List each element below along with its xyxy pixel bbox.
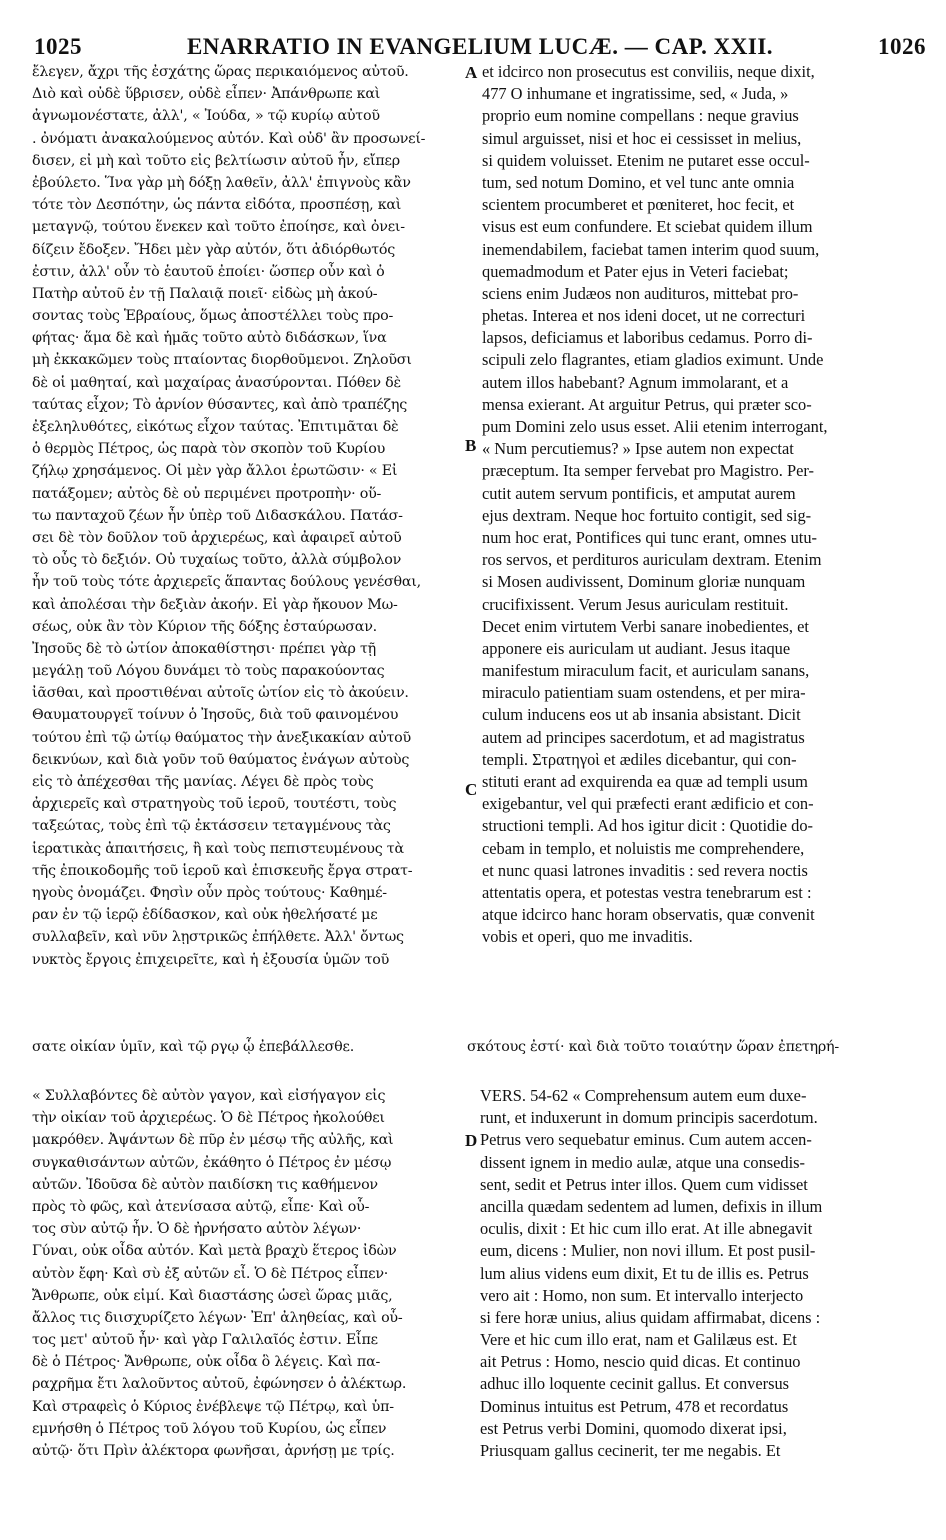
greek-text-line: ζήλῳ χρησάμενος. Οἱ μὲν γὰρ ἄλλοι ἐρωτῶσιν· « Εἰ <box>32 463 398 480</box>
greek-text-line: ἰᾶσθαι, καὶ προστιθέναι αὐτοῖς ὠτίον εἰς τὸ ἀκούειν. <box>32 685 409 702</box>
greek-column <box>32 61 462 971</box>
latin-text-line: apponere eis auriculam ut audiant. Jesus itaque <box>482 638 791 658</box>
latin-text-line: scientem procumberet et pœniteret, hoc fecit, et <box>482 195 795 215</box>
latin-text-line: stituti erant ad exquirenda ea quæ ad templi usum <box>482 772 808 791</box>
greek-text-line: τότε τὸν Δεσπότην, ὡς πάντα εἰδότα, προσπέσῃ, καὶ <box>32 197 402 214</box>
greek-text-line: δίζειν ἔδοξεν. Ἤδει μὲν γὰρ αὐτόν, ὅτι ἀδιόρθωτός <box>32 241 395 258</box>
greek-text-line: συγκαθισάντων αὐτῶν, ἐκάθητο ὁ Πέτρος ἐν μέσῳ <box>32 1154 392 1171</box>
latin-text-line: mensa exierant. At arguitur Petrus, qui præter sco- <box>482 394 812 414</box>
greek-text-line: ἦν τοῦ τοὺς τότε ἀρχιερεῖς ἅπαντας δούλους γενέσθαι, <box>32 574 421 591</box>
greek-text-line: φήτας· ἅμα δὲ καὶ ἡμᾶς τοῦτο αὐτὸ διδάσκων, ἵνα <box>32 330 387 347</box>
latin-text-line: tum, sed notum Domino, et vel tunc ante omnia <box>482 172 795 192</box>
greek-text-line: τος μετ' αὐτοῦ ἦν· καὶ γὰρ Γαλιλαῖός ἐστιν. Εἶπε <box>32 1332 378 1349</box>
latin-text-line: sciens enim Judæos non audituros, mittebat pro- <box>482 283 799 303</box>
latin-text-line: Decet enim virtutem Verbi sanare inobedientes, et <box>482 616 809 636</box>
latin-text-line: manifestum miraculum facit, et auriculam sanans, <box>482 661 810 681</box>
latin-text-line: atque idcirco hanc horam observatis, quæ convenit <box>482 905 815 925</box>
latin-text-line: cebam in templo, et noluistis me comprehendere, <box>482 838 805 858</box>
span-line-greek-left: σατε οἰκίαν ὑμῖν, καὶ τῷ ργῳ ᾧ ἐπεβάλλεσθε. <box>32 1039 354 1055</box>
greek-text-line: νυκτὸς ἔργοις ἐπιχειρεῖτε, καὶ ἡ ἐξουσία ὑμῶν τοῦ <box>32 951 390 968</box>
greek-text-line: τὴν οἰκίαν τοῦ ἀρχιερέως. Ὁ δὲ Πέτρος ἠκολούθει <box>32 1110 385 1127</box>
greek-text-line: ἀρχιερεῖς καὶ στρατηγοὺς τοῦ ἱεροῦ, τουτέστι, τοὺς <box>32 796 397 813</box>
greek-text-line: ταύτας εἶχον; Τὸ ἀρνίον θύσαντες, καὶ ἀπὸ τραπέζης <box>32 396 407 413</box>
latin-text-line: autem ad principes sacerdotum, et ad magistratus <box>482 727 805 747</box>
latin-text-line: scipuli zelo flagrantes, etiam gladios eximunt. Unde <box>482 350 824 370</box>
greek-text-line: ἔλεγεν, ἄχρι τῆς ἐσχάτης ὥρας περικαιόμενος αὐτοῦ. <box>32 64 409 80</box>
latin-text-line: VERS. 54-62 « Comprehensum autem eum duxe- <box>480 1086 807 1105</box>
greek-text-line: ἐξεληλυθότες, εἰκότως εἶχον ταύτας. Ἐπιτιμᾶται δὲ <box>32 419 399 435</box>
latin-text-line: et idcirco non prosecutus est conviliis, neque dixit, <box>482 62 815 81</box>
span-line-greek-right: σκότους ἐστί· καὶ διὰ τοῦτο τοιαύτην ὥραν ἐπετηρή- <box>467 1039 839 1055</box>
greek-text-line: αὐτῶν. Ἰδοῦσα δὲ αὐτὸν παιδίσκη τις καθήμενον <box>32 1176 378 1193</box>
latin-text-line: proprio eum nomine compellans : neque gravius <box>482 106 799 126</box>
latin-text-line: lum alius videns eum dixit, Et tu de illis es. Petrus <box>480 1263 809 1283</box>
latin-text-line: visus est eum confundere. Et sciebat quidem illum <box>482 217 813 237</box>
greek-text-line: ἐστιν, ἀλλ' οὖν τὸ ἑαυτοῦ ἐποίει· ὥσπερ οὖν καὶ ὁ <box>32 263 385 280</box>
latin-text-line: oculis, dixit : Et hic cum illo erat. At ille abnegavit <box>480 1219 813 1239</box>
latin-text-line: vero ait : Homo, non sum. Et intervallo interjecto <box>480 1285 804 1305</box>
greek-text-line: δισεν, εἰ μὴ καὶ τοῦτο εἰς βελτίωσιν αὐτοῦ ἦν, εἴπερ <box>32 152 400 169</box>
greek-text-line: Γύναι, οὐκ οἶδα αὐτόν. Καὶ μετὰ βραχὺ ἕτερος ἰδὼν <box>32 1243 397 1260</box>
greek-text-line: Θαυματουργεῖ τοίνυν ὁ Ἰησοῦς, διὰ τοῦ φαινομένου <box>32 707 399 724</box>
greek-text-line: τὸ οὖς τὸ δεξιόν. Οὐ τυχαίως τοῦτο, ἀλλὰ σύμβολον <box>32 552 402 569</box>
greek-text-line: δεικνύων, καὶ διὰ γοῦν τοῦ θαύματος ἐνάγων αὐτοὺς <box>32 751 410 768</box>
latin-text-line: præceptum. Ita semper fervebat pro Magistro. Per- <box>482 461 814 481</box>
greek-text-line: τῆς ἐποικοδομῆς τοῦ ἱεροῦ καὶ ἐπισκευῆς ἔργα στρατ- <box>32 862 413 879</box>
greek-text-line: μὴ ἐκκακῶμεν τοὺς πταίοντας διορθοῦμενοι. Ζηλοῦσι <box>32 352 412 369</box>
latin-text-line: ejus dextram. Neque hoc fortuito contigit, sed sig- <box>482 505 812 525</box>
margin-marker-c: C <box>465 780 478 799</box>
latin-text-line: est Petrus verbi Domini, quomodo dixerat ipsi, <box>480 1418 787 1438</box>
greek-text-line: . ὀνόματι ἀνακαλούμενος αὐτόν. Καὶ οὐδ' ἂν προσωνεί- <box>32 130 426 147</box>
latin-text-line: « Num percutiemus? » Ipse autem non expectat <box>482 439 794 459</box>
latin-text-line: attentatis opera, et potestas vestra tenebrarum est : <box>482 882 812 902</box>
greek-text-line: μεγάλῃ τοῦ Λόγου δυνάμει τὸ τοὺς παρακούοντας <box>32 663 385 680</box>
latin-text-line: si quidem voluisset. Etenim ne putaret esse occul- <box>482 150 810 170</box>
left-page-number: 1025 <box>34 34 82 59</box>
latin-text-line: inemendabilem, faciebat tamen interim quod suum, <box>482 239 820 259</box>
latin-column <box>482 61 910 949</box>
latin-text-line: structioni templi. Ad hos igitur dicit : Quotidie do- <box>482 816 813 836</box>
greek-text-line: μακρόθεν. Ἀψάντων δὲ πῦρ ἐν μέσῳ τῆς αὐλῆς, καὶ <box>32 1132 394 1149</box>
spanning-line <box>32 1036 912 1058</box>
greek-text-line: Καὶ στραφεὶς ὁ Κύριος ἐνέβλεψε τῷ Πέτρῳ, καὶ ὑπ- <box>32 1398 394 1415</box>
latin-text-line: ancilla quædam sedentem ad lumen, defixis in illum <box>480 1196 823 1216</box>
greek-text-line: ἱερατικὰς ἀπαιτήσεις, ἢ καὶ τοὺς πεπιστευμένους τὰ <box>32 840 404 857</box>
latin-text-line: adhuc illo loquente cecinit gallus. Et conversus <box>480 1374 790 1394</box>
greek-text-line: ραχρῆμα ἔτι λαλοῦντος αὐτοῦ, ἐφώνησεν ὁ ἀλέκτωρ. <box>32 1376 407 1393</box>
greek-text-line: ηγοὺς ὀνομάζει. Φησὶν οὖν πρὸς τούτους· Καθημέ- <box>32 884 387 901</box>
latin-text-line: vobis et operi, quo me invaditis. <box>482 927 693 947</box>
latin-text-line: runt, et induxerunt in domum principis sacerdotum. <box>480 1108 818 1128</box>
latin-text-line: 477 O inhumane et ingratissime, sed, « Juda, » <box>482 84 789 104</box>
latin-text-line: eum, dicens : Mulier, non novi illum. Et post pusil- <box>480 1241 816 1261</box>
latin-text-line: num hoc erat, Pontifices qui tunc erant, omnes utu- <box>482 527 818 547</box>
latin-text-line: sent, sedit et Petrus inter illos. Quem cum vidisset <box>480 1174 808 1194</box>
latin-text-line: quemadmodum et Pater ejus in Veteri faciebat; <box>482 261 789 281</box>
greek-text-line: εμνήσθη ὁ Πέτρος τοῦ λόγου τοῦ Κυρίου, ὡς εἶπεν <box>32 1420 387 1437</box>
latin-text-line: et nunc quasi latrones invaditis : sed revera noctis <box>482 860 808 880</box>
greek-text-line: Ἰησοῦς δὲ τὸ ὠτίον ἀποκαθίστησι· πρέπει γὰρ τῇ <box>32 640 376 657</box>
latin-text-line: exigebantur, vel qui præfecti erant ædificio et con- <box>482 794 814 814</box>
greek-text-line: δὲ ὁ Πέτρος· Ἄνθρωπε, οὐκ οἶδα ὃ λέγεις. Καὶ πα- <box>32 1354 381 1371</box>
latin-column-lower <box>480 1085 908 1462</box>
latin-text-line: templi. Στρατηγοὶ et ædiles dicebantur, qui con- <box>482 749 797 769</box>
greek-text-line: μεταγνῷ, τούτου ἕνεκεν καὶ τοῦτο ἐποίησε, καὶ ὀνει- <box>32 219 405 236</box>
greek-text-line: εἰς τὸ ἀπέχεσθαι τῆς μανίας. Λέγει δὲ πρὸς τοὺς <box>32 774 374 790</box>
margin-marker-b: B <box>465 436 477 455</box>
greek-text-line: Πατὴρ αὐτοῦ ἐν τῇ Παλαιᾷ ποιεῖ· εἰδὼς μὴ ἀκού- <box>32 285 378 302</box>
greek-text-line: σέως, οὐκ ἂν τὸν Κύριον τῆς δόξης ἐσταύρωσαν. <box>32 618 377 635</box>
margin-marker-a: A <box>465 63 478 82</box>
greek-text-line: πατάξομεν; αὐτὸς δὲ οὐ περιμένει προτροπὴν· οὕ- <box>32 485 382 502</box>
greek-text-line: Διὸ καὶ οὐδὲ ὕβρισεν, οὐδὲ εἶπεν· Ἀπάνθρωπε καὶ <box>32 86 381 103</box>
right-page-number: 1026 <box>878 34 926 59</box>
greek-text-line: αὐτὸν ἔφη· Καὶ σὺ ἐξ αὐτῶν εἶ. Ὁ δὲ Πέτρος εἶπεν· <box>32 1265 389 1282</box>
latin-text-line: dissent ignem in medio aulæ, atque una consedis- <box>480 1152 806 1172</box>
greek-text-line: τω πανταχοῦ ζέων ἦν ὑπὲρ τοῦ Διδασκάλου. Πατάσ- <box>32 507 403 524</box>
greek-text-line: ραν ἐν τῷ ἱερῷ ἐδίδασκον, καὶ οὐκ ἠθελήσατέ με <box>32 907 378 924</box>
latin-text-line: ait Petrus : Homo, nescio quid dicas. Et continuo <box>480 1352 801 1372</box>
latin-text-line: phetas. Interea et nos ideni docet, ut ne correcturi <box>482 306 806 326</box>
latin-text-line: miraculo patientiam suam ostendens, et per mira- <box>482 683 806 703</box>
running-header <box>34 34 926 64</box>
greek-text-line: ὁ θερμὸς Πέτρος, ὡς παρὰ τὸν σκοπὸν τοῦ Κυρίου <box>32 441 386 458</box>
greek-text-line: ταξεώτας, τοὺς ἐπὶ τῷ ἐκτάσσειν τεταγμένους τὰς <box>32 818 391 835</box>
latin-text-line: crucifixissent. Verum Jesus auriculam restituit. <box>482 594 789 614</box>
greek-text-line: δὲ οἱ μαθηταί, καὶ μαχαίρας ἀνασύρονται. Πόθεν δὲ <box>32 374 401 391</box>
latin-text-line: culum inducens eos ut ab insania absistant. Dicit <box>482 705 801 725</box>
greek-text-line: ἀγνωμονέστατε, ἀλλ', « Ἰούδα, » τῷ κυρίῳ αὐτοῦ <box>32 108 380 125</box>
latin-text-line: autem illos habebant? Agnum immolarant, et a <box>482 372 789 392</box>
latin-text-line: si fere horæ unius, alius quidam affirmabat, dicens : <box>480 1307 821 1327</box>
latin-text-line: Petrus vero sequebatur eminus. Cum autem accen- <box>480 1130 812 1150</box>
greek-text-line: σει δὲ τὸν δοῦλον τοῦ ἀρχιερέως, καὶ ἀφαιρεῖ αὐτοῦ <box>32 529 402 546</box>
greek-text-line: ἐβούλετο. Ἵνα γὰρ μὴ δόξῃ λαθεῖν, ἀλλ' ἐπιγνοὺς κἂν <box>32 174 411 191</box>
greek-text-line: συλλαβεῖν, καὶ νῦν λῃστρικῶς ἐπήλθετε. Ἀλλ' ὄντως <box>32 929 404 946</box>
greek-text-line: αὐτῷ· ὅτι Πρὶν ἀλέκτορα φωνῆσαι, ἀρνήσῃ με τρίς. <box>32 1443 395 1459</box>
greek-column-lower <box>32 1085 462 1462</box>
latin-text-line: Priusquam gallus cecinerit, ter me negabis. Et <box>480 1441 781 1460</box>
greek-text-line: τος σὺν αὐτῷ ἦν. Ὁ δὲ ἠρνήσατο αὐτὸν λέγων· <box>32 1221 362 1238</box>
greek-text-line: τούτου ἐπὶ τῷ ὠτίῳ θαύματος τὴν ἀνεξικακίαν αὐτοῦ <box>32 729 411 746</box>
greek-text-line: « Συλλαβόντες δὲ αὐτὸν γαγον, καὶ εἰσήγαγον εἰς <box>32 1088 386 1104</box>
latin-text-line: Dominus intuitus est Petrum, 478 et recordatus <box>480 1396 789 1416</box>
margin-marker-d: D <box>465 1131 478 1150</box>
greek-text-line: ἄλλος τις διισχυρίζετο λέγων· Ἐπ' ἀληθείας, καὶ οὗ- <box>32 1309 403 1326</box>
greek-text-line: καὶ ἀπολέσαι τὴν δεξιὰν ἀκοήν. Εἰ γὰρ ἤκουον Μω- <box>32 596 398 613</box>
latin-text-line: Vere et hic cum illo erat, nam et Galilæus est. Et <box>480 1330 797 1350</box>
running-title: ENARRATIO IN EVANGELIUM LUCÆ. — CAP. XXII. <box>186 34 774 59</box>
greek-text-line: πρὸς τὸ φῶς, καὶ ἀτενίσασα αὐτῷ, εἶπε· Καὶ οὗ- <box>32 1198 370 1215</box>
greek-text-line: Ἄνθρωπε, οὐκ εἰμί. Καὶ διαστάσης ὡσεὶ ὥρας μιᾶς, <box>32 1287 393 1304</box>
latin-text-line: si Mosen audivissent, Dominum gloriæ nunquam <box>482 572 806 592</box>
latin-text-line: ros servos, et perdituros auriculam dextram. Etenim <box>482 550 822 570</box>
latin-text-line: pum Domini zelo usus esset. Alii etenim interrogant, <box>482 417 828 436</box>
greek-text-line: σοντας τοὺς Ἑβραίους, ὅμως ἀποστέλλει τοὺς προ- <box>32 308 394 325</box>
latin-text-line: simul arguisset, nisi et hoc ei cessisset in melius, <box>482 128 802 148</box>
latin-text-line: lapsos, deficiamus et laboribus cedamus. Porro di- <box>482 328 813 348</box>
latin-text-line: cutit autem servum pontificis, et amputat aurem <box>482 483 796 503</box>
